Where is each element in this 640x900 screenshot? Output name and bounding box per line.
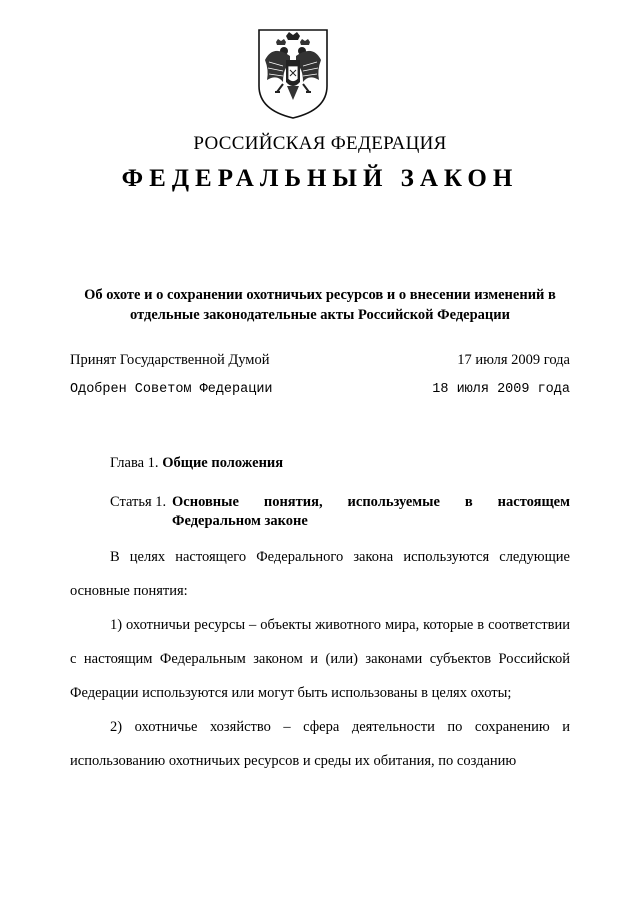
adoption-row-duma (70, 352, 570, 372)
adoption-label: Одобрен Советом Федерации (70, 382, 273, 397)
article-title: Основные понятия, используемые в настоящем Федеральном законе (172, 494, 570, 529)
paragraph: 1) охотничьи ресурсы – объекты животного мира, которые в соответствии с настоящим Федеральным законом и (или) законами субъектов Российской Федерации используются или могут быть использованы в целях охоты; (70, 617, 570, 701)
country-name: РОССИЙСКАЯ ФЕДЕРАЦИЯ (193, 133, 447, 154)
coat-of-arms-icon (253, 26, 333, 120)
law-title: Об охоте и о сохранении охотничьих ресурсов и о внесении изменений в отдельные законодательные акты Российской Федерации (84, 287, 556, 323)
adoption-label: Принят Государственной Думой (70, 352, 270, 368)
law-type-heading: ФЕДЕРАЛЬНЫЙ ЗАКОН (121, 165, 519, 192)
article-body (70, 540, 570, 778)
article-label: Статья 1. (110, 494, 167, 510)
chapter-label: Глава 1. (110, 455, 159, 471)
adoption-date: 18 июля 2009 года (432, 382, 570, 397)
chapter-title: Общие положения (162, 455, 284, 471)
paragraph: В целях настоящего Федерального закона используются следующие основные понятия: (70, 549, 570, 599)
paragraph: 2) охотничье хозяйство – сфера деятельности по сохранению и использованию охотничьих ресурсов и среды их обитания, по созданию (70, 719, 570, 769)
adoption-row-council (70, 382, 570, 402)
adoption-date: 17 июля 2009 года (457, 352, 570, 368)
chapter-heading (110, 455, 283, 472)
